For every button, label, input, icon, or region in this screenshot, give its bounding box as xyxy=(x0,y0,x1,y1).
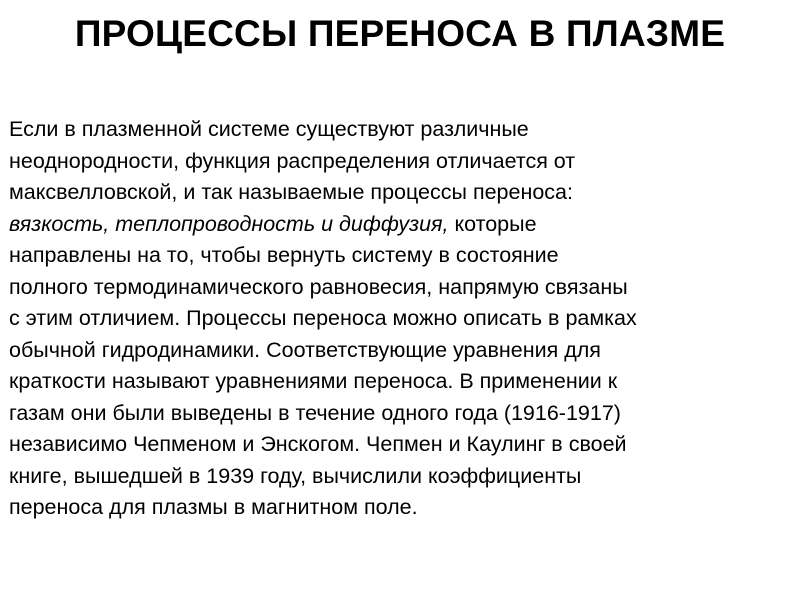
text-line: полного термодинамического равновесия, напрямую связаны xyxy=(9,274,628,299)
text-line: направлены на то, чтобы вернуть систему в состояние xyxy=(9,243,559,267)
text-line: обычной гидродинамики. Соответствующие уравнения для xyxy=(9,337,601,362)
text-line: с этим отличием. Процессы переноса можно описать в рамках xyxy=(9,306,637,330)
text-line xyxy=(9,209,795,241)
text-line: газам они были выведены в течение одного года (1916-1917) xyxy=(9,400,621,425)
text-line: независимо Чепменом и Энскогом. Чепмен и Каулинг в своей xyxy=(9,432,627,456)
text-line: книге, вышедшей в 1939 году, вычислили коэффициенты xyxy=(9,463,582,488)
body-paragraph xyxy=(9,114,795,524)
italic-terms: вязкость, теплопроводность и диффузия, xyxy=(9,211,449,236)
slide-title: ПРОЦЕССЫ ПЕРЕНОСА В ПЛАЗМЕ xyxy=(74,13,726,54)
text-line: переноса для плазмы в магнитном поле. xyxy=(9,495,418,519)
text-line: Если в плазменной системе существуют различные xyxy=(9,117,529,141)
text-line: неоднородности, функция распределения отличается от xyxy=(9,148,576,173)
text-line: краткости называют уравнениями переноса. В применении к xyxy=(9,369,618,393)
text-line: максвелловской, и так называемые процессы переноса: xyxy=(9,180,573,204)
text-line-rest: которые xyxy=(448,211,537,236)
